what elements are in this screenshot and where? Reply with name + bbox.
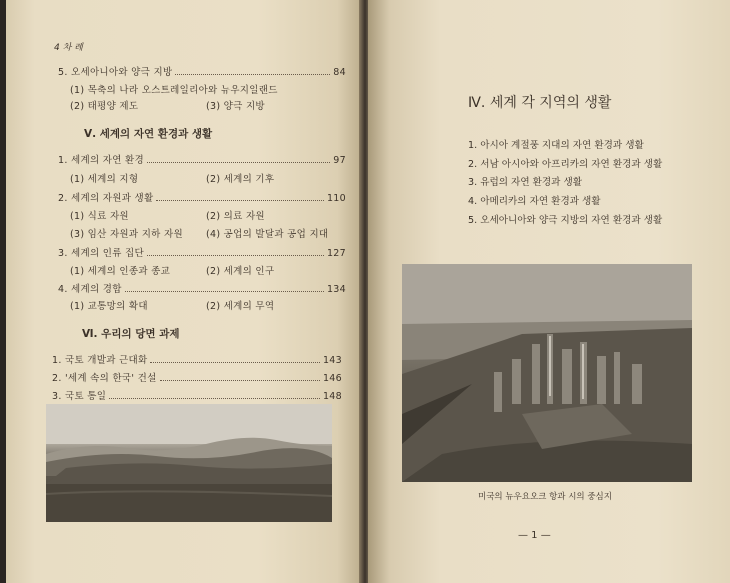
toc-entry — [52, 388, 342, 402]
chapter-title: Ⅳ. 세계 각 지역의 생활 — [468, 95, 612, 111]
chapter-item: 4. 아메리카의 자연 환경과 생활 — [468, 196, 601, 207]
toc-entry — [58, 64, 346, 78]
chapter-item: 2. 서남 아시아와 아프리카의 자연 환경과 생활 — [468, 159, 663, 170]
dot-leader — [109, 398, 320, 399]
toc-subentry: (4) 공업의 발달과 공업 지대 — [206, 229, 329, 240]
toc-entry-title: 5. 오세아니아와 양극 지방 — [58, 67, 173, 78]
city-skyline-illustration — [402, 264, 692, 482]
toc-entry — [58, 152, 346, 166]
section-heading: Ⅵ. 우리의 당면 과제 — [82, 328, 180, 340]
toc-subentry: (3) 임산 자원과 지하 자원 — [70, 229, 183, 240]
dot-leader — [147, 255, 324, 256]
toc-entry-page: 134 — [326, 284, 346, 295]
left-page — [6, 0, 366, 583]
toc-subentry: (1) 목축의 나라 오스트레일리아와 뉴우지일랜드 — [70, 85, 278, 96]
toc-entry-page: 127 — [326, 248, 346, 259]
toc-entry-page: 84 — [333, 67, 346, 78]
desert-dunes-illustration — [46, 404, 332, 522]
dot-leader — [175, 74, 330, 75]
toc-subentry: (1) 세계의 인종과 종교 — [70, 266, 171, 277]
toc-subentry: (2) 세계의 인구 — [206, 266, 275, 277]
dot-leader — [156, 200, 324, 201]
desert-dunes-photo — [46, 404, 332, 522]
toc-entry-title: 4. 세계의 경합 — [58, 284, 122, 295]
toc-subentry: (1) 교통망의 확대 — [70, 301, 148, 312]
toc-entry-title: 3. 국토 통일 — [52, 391, 107, 402]
toc-subentry: (2) 세계의 무역 — [206, 301, 275, 312]
toc-entry — [52, 352, 342, 366]
toc-entry-page: 97 — [333, 155, 346, 166]
right-page — [368, 0, 730, 583]
toc-entry — [58, 245, 346, 259]
dot-leader — [150, 362, 320, 363]
section-heading: Ⅴ. 세계의 자연 환경과 생활 — [84, 128, 213, 140]
dot-leader — [125, 291, 324, 292]
page-number: — 1 — — [518, 530, 551, 541]
toc-entry-title: 2. '세계 속의 한국' 건설 — [52, 373, 157, 384]
toc-entry — [52, 370, 342, 384]
toc-entry-title: 2. 세계의 자원과 생활 — [58, 193, 154, 204]
toc-subentry: (2) 세계의 기후 — [206, 174, 275, 185]
page-header: 4 차 례 — [54, 43, 83, 53]
toc-subentry: (1) 식료 자원 — [70, 211, 129, 222]
toc-entry-page: 110 — [326, 193, 346, 204]
toc-entry — [58, 190, 346, 204]
toc-entry-title: 1. 국토 개발과 근대화 — [52, 355, 148, 366]
toc-subentry: (3) 양극 지방 — [206, 101, 265, 112]
toc-entry-title: 3. 세계의 인류 집단 — [58, 248, 144, 259]
toc-entry-page: 148 — [322, 391, 342, 402]
toc-subentry: (2) 태평양 제도 — [70, 101, 139, 112]
dot-leader — [147, 162, 330, 163]
toc-subentry: (1) 세계의 지형 — [70, 174, 139, 185]
chapter-item: 3. 유럽의 자연 환경과 생활 — [468, 177, 583, 188]
dot-leader — [160, 380, 320, 381]
toc-subentry: (2) 의료 자원 — [206, 211, 265, 222]
chapter-item: 1. 아시아 계절풍 지대의 자연 환경과 생활 — [468, 140, 644, 151]
toc-entry-title: 1. 세계의 자연 환경 — [58, 155, 144, 166]
toc-entry-page: 143 — [322, 355, 342, 366]
photo-caption: 미국의 뉴우요오크 항과 시의 중심지 — [478, 492, 612, 502]
new-york-harbor-photo — [402, 264, 692, 482]
chapter-item: 5. 오세아니아와 양극 지방의 자연 환경과 생활 — [468, 215, 663, 226]
toc-entry — [58, 281, 346, 295]
toc-entry-page: 146 — [322, 373, 342, 384]
